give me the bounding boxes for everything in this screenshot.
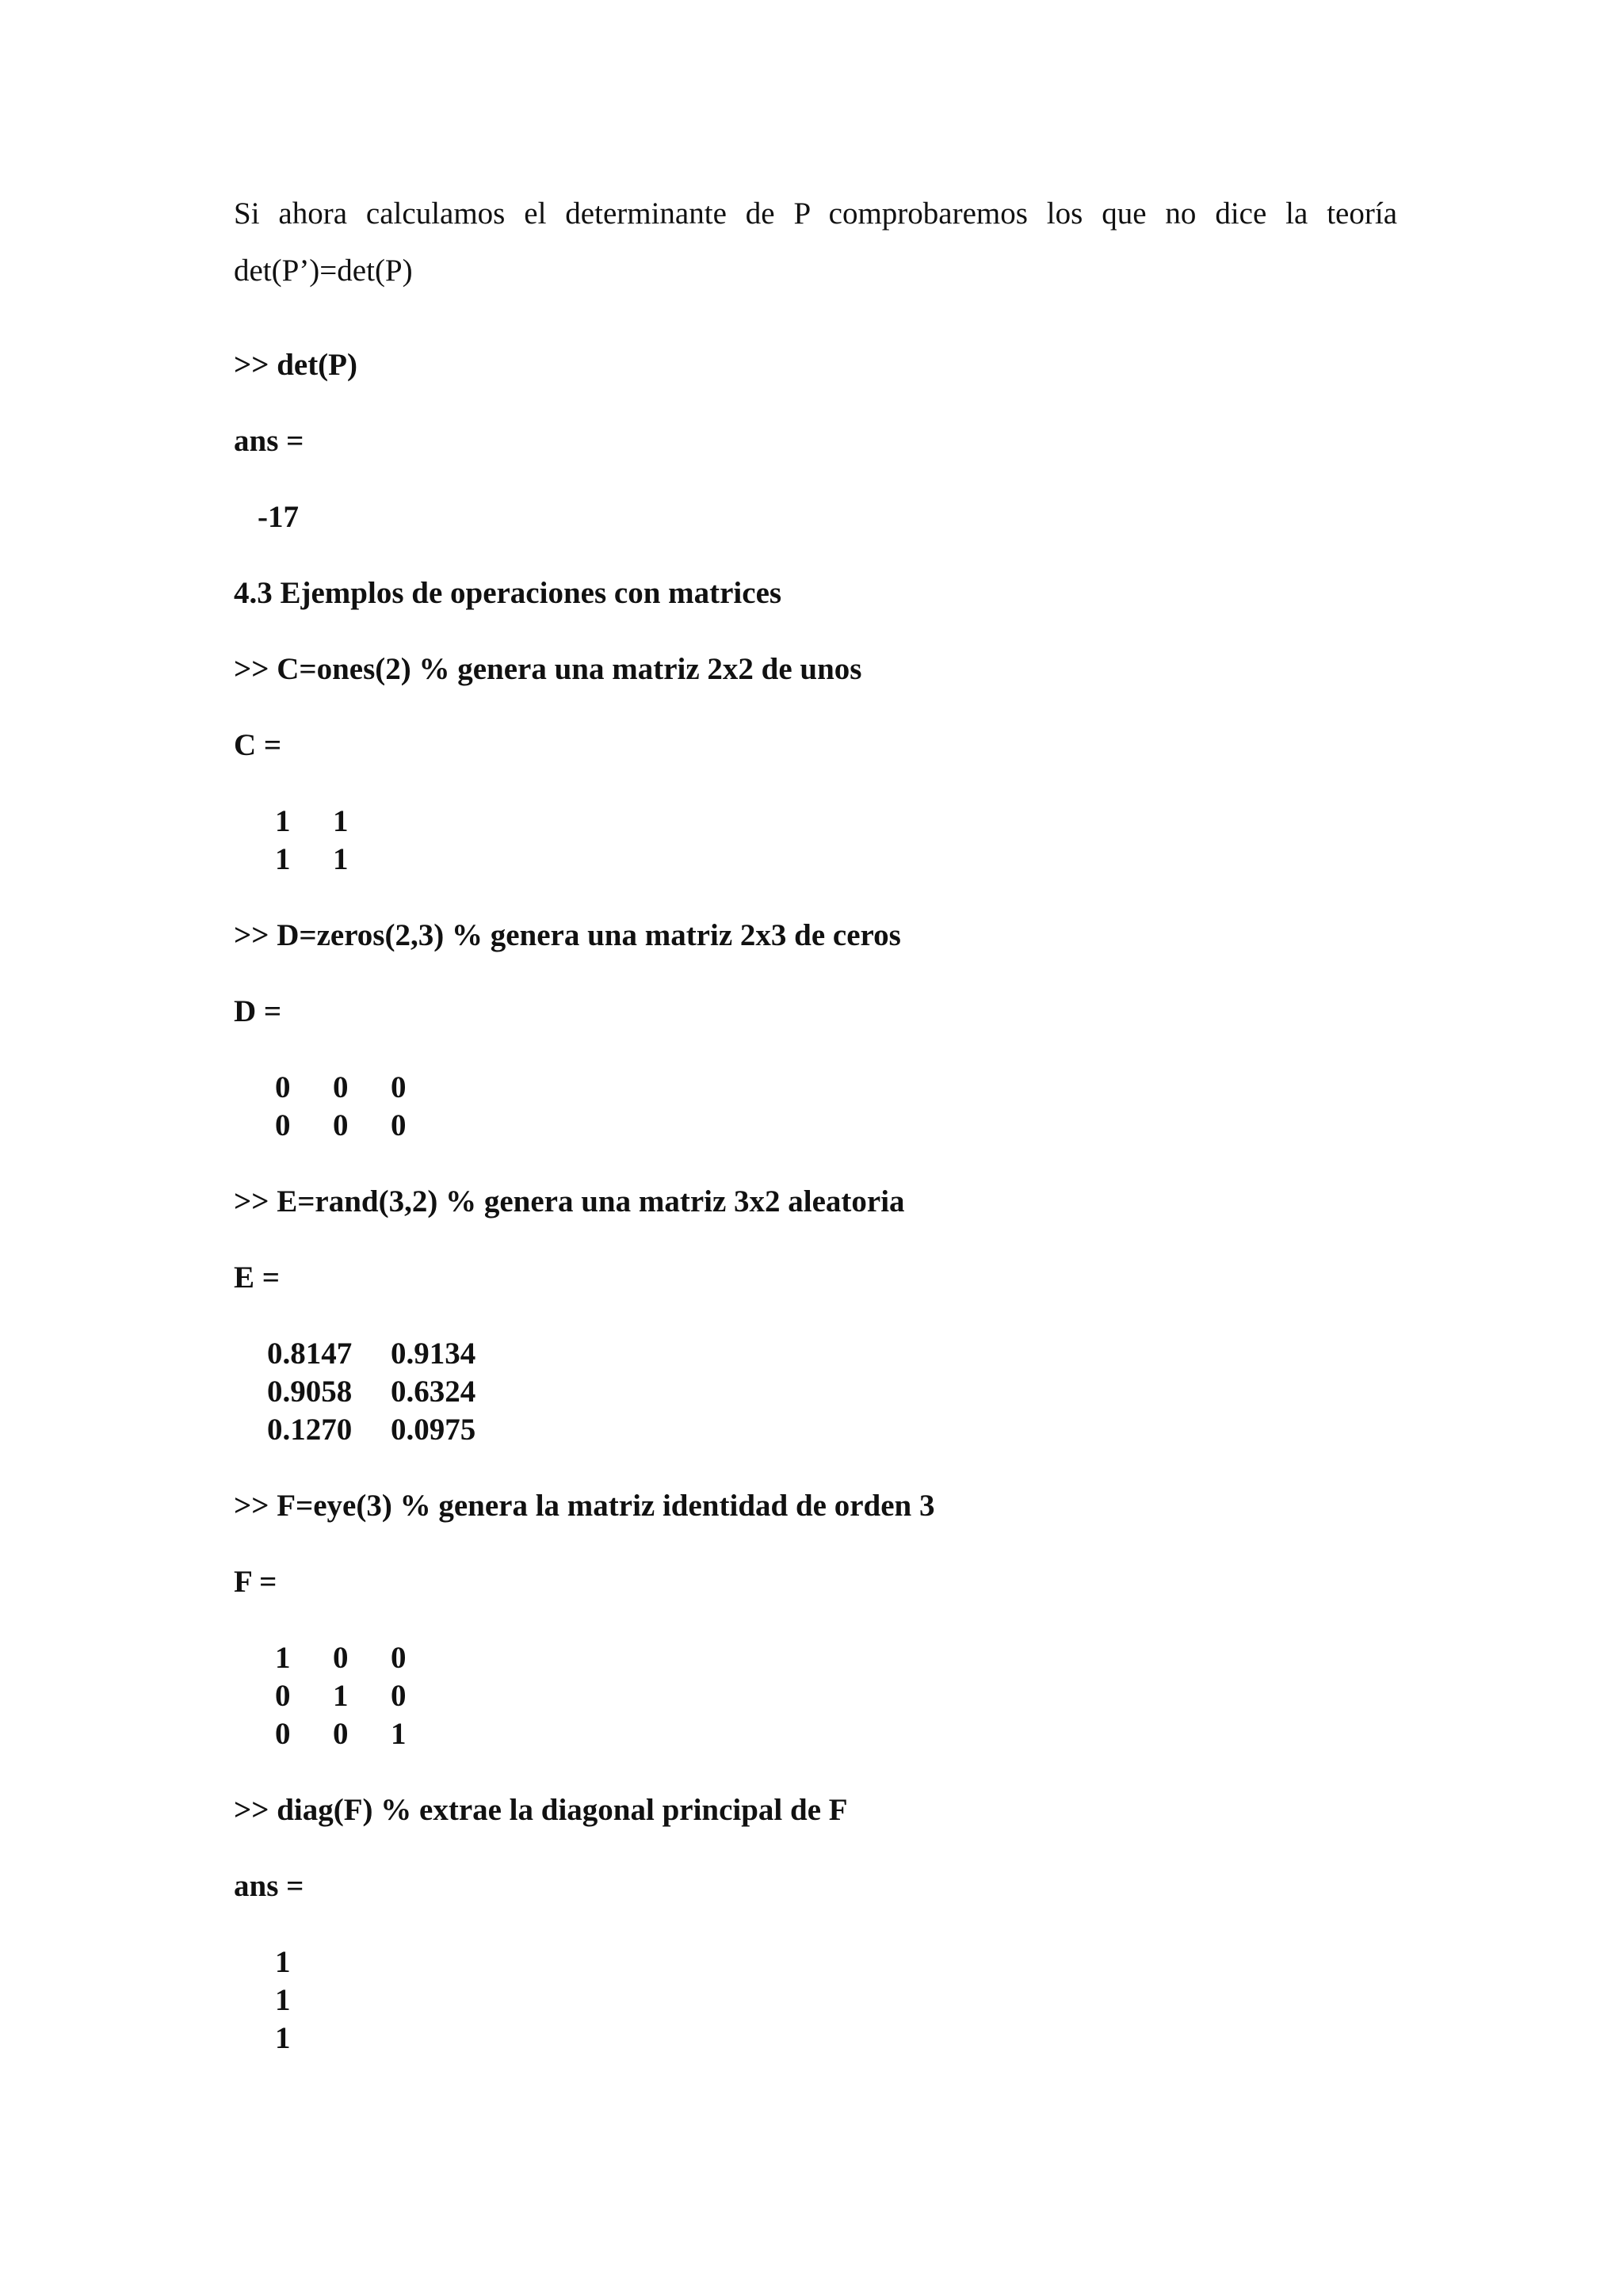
matrix-cell: 0 <box>333 1108 349 1142</box>
matrix-cell: 0.0975 <box>391 1413 476 1447</box>
matrix-cell: 0 <box>275 1717 291 1751</box>
eye-command: >> F=eye(3) % genera la matriz identidad de orden 3 <box>234 1489 935 1523</box>
section-title: 4.3 Ejemplos de operaciones con matrices <box>234 576 782 610</box>
matrix-e-label: E = <box>234 1261 280 1295</box>
matrix-cell: 0 <box>391 1679 407 1713</box>
matrix-cell: 0 <box>391 1641 407 1675</box>
matrix-cell: 0 <box>333 1641 349 1675</box>
matrix-cell: 0.8147 <box>267 1337 353 1371</box>
diag-command: >> diag(F) % extrae la diagonal principal de F <box>234 1793 848 1827</box>
matrix-cell: 1 <box>333 804 349 838</box>
zeros-command: >> D=zeros(2,3) % genera una matriz 2x3 de ceros <box>234 918 901 952</box>
matrix-cell: 1 <box>275 1641 291 1675</box>
diag-ans-label: ans = <box>234 1869 304 1903</box>
matrix-cell: 1 <box>275 842 291 876</box>
matrix-c-label: C = <box>234 728 282 762</box>
matrix-cell: 0 <box>275 1679 291 1713</box>
intro-paragraph-line-1: Si ahora calculamos el determinante de P comprobaremos los que no dice la teoría <box>234 196 1397 231</box>
matrix-cell: 0 <box>391 1108 407 1142</box>
matrix-cell: 1 <box>275 1983 291 2017</box>
matrix-cell: 0 <box>275 1108 291 1142</box>
matrix-f-label: F = <box>234 1565 277 1599</box>
matrix-cell: 1 <box>275 1945 291 1979</box>
matrix-cell: 1 <box>391 1717 407 1751</box>
det-ans-label: ans = <box>234 424 304 458</box>
matrix-cell: 0 <box>333 1717 349 1751</box>
matrix-cell: 0.9134 <box>391 1337 476 1371</box>
matrix-cell: 0 <box>275 1070 291 1104</box>
matrix-cell: 0.6324 <box>391 1375 476 1409</box>
matrix-cell: 0.9058 <box>267 1375 353 1409</box>
matrix-d-label: D = <box>234 994 282 1028</box>
ones-command: >> C=ones(2) % genera una matriz 2x2 de unos <box>234 652 862 686</box>
matrix-cell: 1 <box>275 804 291 838</box>
matrix-cell: 1 <box>275 2021 291 2055</box>
intro-paragraph-line-2: det(P’)=det(P) <box>234 254 413 288</box>
det-command: >> det(P) <box>234 348 357 382</box>
matrix-cell: 0.1270 <box>267 1413 353 1447</box>
matrix-cell: 0 <box>333 1070 349 1104</box>
matrix-cell: 1 <box>333 842 349 876</box>
rand-command: >> E=rand(3,2) % genera una matriz 3x2 aleatoria <box>234 1184 905 1219</box>
matrix-cell: 0 <box>391 1070 407 1104</box>
matrix-cell: 1 <box>333 1679 349 1713</box>
det-ans-value: -17 <box>258 500 299 534</box>
